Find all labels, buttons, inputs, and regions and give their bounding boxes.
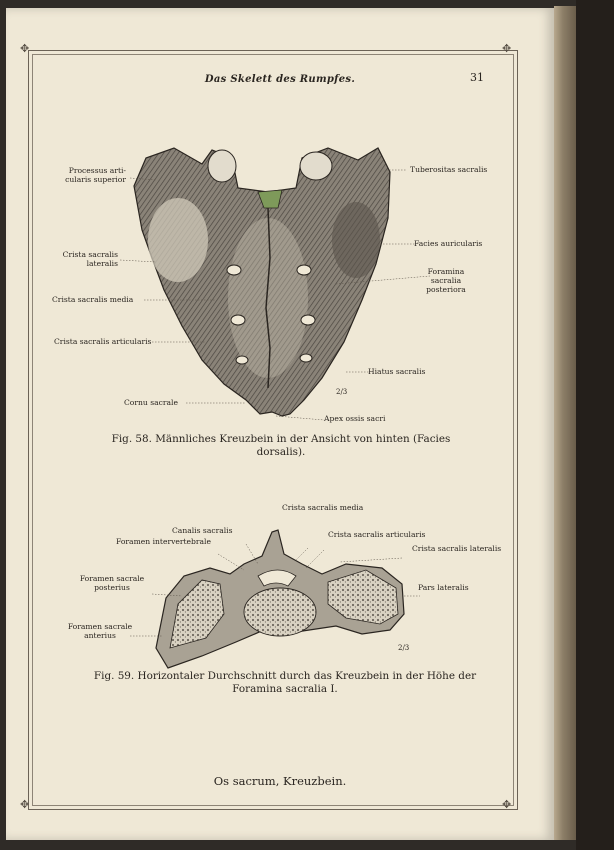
- fig58-illustration: [6, 8, 554, 840]
- label-apex-ossis-sacri: Apex ossis sacri: [324, 414, 386, 423]
- label-pars-lateralis: Pars lateralis: [418, 583, 469, 592]
- label-foramen-intervertebrale: Foramen intervertebrale: [116, 537, 211, 546]
- label-facies-auricularis: Facies auricularis: [414, 239, 483, 248]
- label-crista-sacralis-media-59: Crista sacralis media: [282, 503, 364, 512]
- fig58-scale: 2/3: [336, 388, 348, 396]
- label-crista-sacralis-lateralis: Crista sacralis lateralis: [62, 250, 118, 268]
- label-crista-sacralis-articularis-59: Crista sacralis articularis: [328, 530, 426, 539]
- book-spine: [576, 0, 614, 850]
- fig59-scale: 2/3: [398, 644, 410, 652]
- label-crista-sacralis-articularis: Crista sacralis articularis: [54, 337, 152, 346]
- corner-ornament-icon: ✥: [502, 798, 512, 811]
- label-foramen-sacrale-posterius: Foramen sacrale posterius: [79, 574, 145, 592]
- corner-ornament-icon: ✥: [20, 798, 30, 811]
- book-page: [6, 8, 554, 840]
- page-edges: [554, 6, 576, 840]
- running-header: Das Skelett des Rumpfes.: [204, 74, 356, 85]
- corner-ornament-icon: ✥: [20, 42, 30, 55]
- label-hiatus-sacralis: Hiatus sacralis: [368, 367, 426, 376]
- label-processus-articularis: Processus arti- cularis superior: [65, 166, 126, 184]
- fig58-caption: Fig. 58. Männliches Kreuzbein in der Ansicht von hinten (Facies dorsalis).: [111, 433, 451, 458]
- label-foramen-sacrale-anterius: Foramen sacrale anterius: [67, 622, 133, 640]
- corner-ornament-icon: ✥: [502, 42, 512, 55]
- label-crista-sacralis-media: Crista sacralis media: [52, 295, 134, 304]
- fig59-caption-line2: Foramina sacralia I.: [232, 683, 338, 695]
- label-canalis-sacralis: Canalis sacralis: [172, 526, 233, 535]
- label-crista-sacralis-lateralis-59: Crista sacralis lateralis: [412, 544, 502, 553]
- page-footer-title: Os sacrum, Kreuzbein.: [213, 774, 347, 788]
- fig59-caption-line1: Fig. 59. Horizontaler Durchschnitt durch das Kreuzbein in der Höhe der: [93, 670, 477, 682]
- label-cornu-sacrale: Cornu sacrale: [124, 398, 178, 407]
- label-tuberositas-sacralis: Tuberositas sacralis: [410, 165, 488, 174]
- label-foramina-posteriora: Foramina sacralia posteriora: [426, 267, 466, 294]
- page-number: 31: [470, 71, 484, 84]
